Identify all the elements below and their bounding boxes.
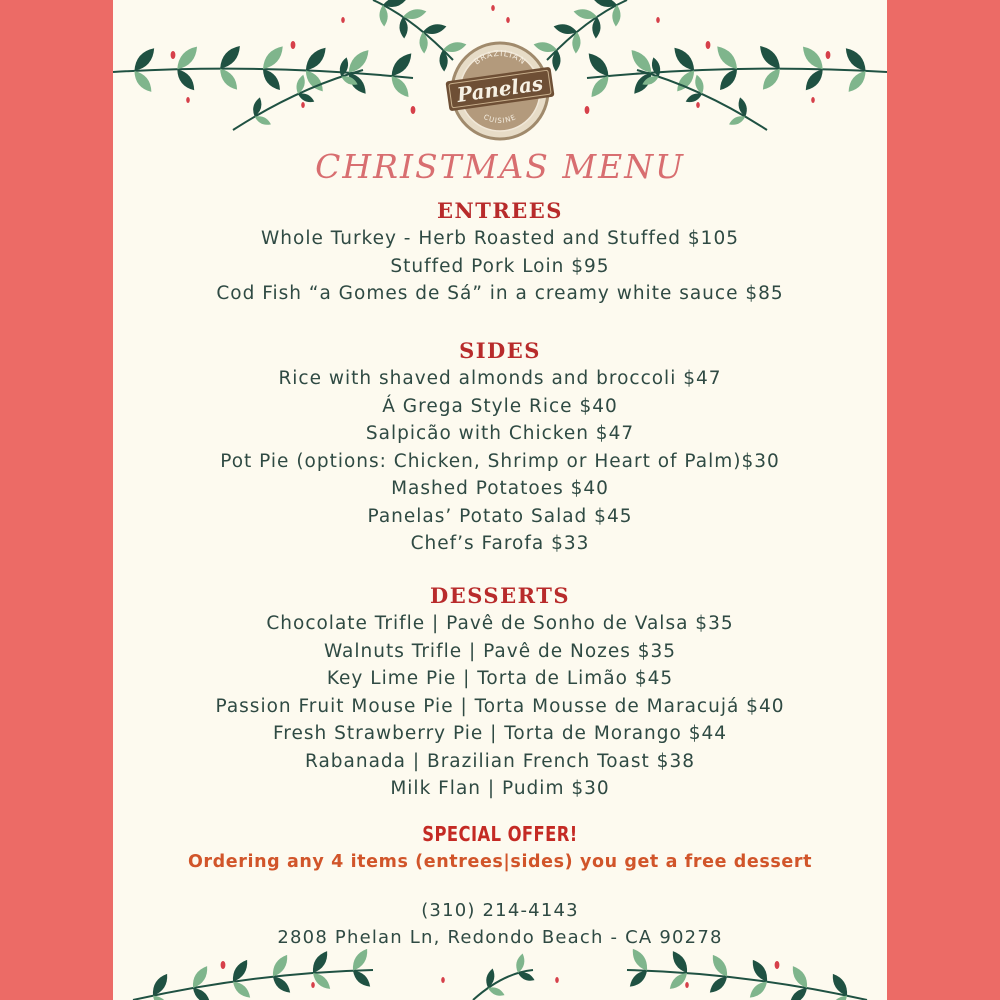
menu-card [113, 0, 887, 1000]
branch-stem [113, 69, 413, 78]
menu-item: Passion Fruit Mouse Pie | Torta Mousse de Maracujá $40 [215, 695, 785, 717]
berry-shape [291, 41, 296, 49]
berry-shape [171, 51, 176, 59]
leaf-shape [484, 968, 496, 989]
berry-shape [706, 41, 711, 49]
berry-shape [301, 102, 305, 108]
berry-shape [506, 17, 510, 23]
menu-item: Chef’s Farofa $33 [410, 533, 590, 554]
section-entrees [113, 198, 887, 308]
section-sides [113, 338, 887, 558]
berry-shape [811, 97, 815, 103]
menu-item: Chocolate Trifle | Pavê de Sonho de Valsa $35 [266, 613, 734, 634]
leaf-shape [270, 973, 293, 995]
leaf-shape [382, 0, 407, 9]
menu-item: Rabanada | Brazilian French Toast $38 [305, 750, 695, 772]
section-heading: DESSERTS [430, 583, 570, 608]
section-heading: SIDES [459, 338, 541, 363]
berry-shape [341, 17, 345, 23]
berry-shape [696, 102, 700, 108]
logo-top-text: BRAZILIAN [472, 48, 528, 67]
menu-item: Whole Turkey - Herb Roasted and Stuffed $105 [260, 228, 739, 249]
panelas-logo [435, 36, 565, 146]
menu-item: Cod Fish “a Gomes de Sá” in a creamy white sauce $85 [216, 283, 784, 304]
menu-item: Salpicão with Chicken $47 [365, 423, 635, 444]
bottom-foliage-decoration [113, 940, 887, 1000]
logo-bottom-text: CUISINE [482, 113, 518, 125]
address: 2808 Phelan Ln, Redondo Beach - CA 90278 [277, 927, 723, 948]
berry-shape [311, 982, 315, 988]
page-title: CHRISTMAS MENU [315, 147, 685, 186]
menu-item: Key Lime Pie | Torta de Limão $45 [326, 668, 674, 689]
berry-shape [186, 97, 190, 103]
berry-shape [411, 106, 416, 114]
berry-shape [775, 961, 780, 969]
branch-stem [627, 970, 867, 1000]
berry-shape [555, 977, 559, 983]
section-desserts [113, 583, 887, 803]
menu-item: Panelas’ Potato Salad $45 [367, 505, 633, 527]
menu-item: Á Grega Style Rice $40 [382, 395, 618, 417]
berry-shape [585, 106, 590, 114]
berry-shape [685, 982, 689, 988]
menu-item: Walnuts Trifle | Pavê de Nozes $35 [323, 640, 677, 662]
menu-item: Mashed Potatoes $40 [391, 478, 609, 499]
logo-name: Panelas [455, 71, 545, 107]
menu-item: Rice with shaved almonds and broccoli $47 [278, 368, 722, 389]
berry-shape [441, 977, 445, 983]
leaf-shape [593, 0, 618, 9]
menu-item: Stuffed Pork Loin $95 [390, 255, 610, 277]
special-offer-text: Ordering any 4 items (entrees|sides) you get a free dessert [187, 852, 813, 872]
berry-shape [656, 17, 660, 23]
leaf-shape [707, 973, 730, 995]
phone-number: (310) 214-4143 [421, 900, 579, 921]
berry-shape [826, 51, 831, 59]
berry-shape [221, 961, 226, 969]
branch-stem [133, 970, 373, 1000]
branch-stem [587, 69, 887, 78]
menu-item: Milk Flan | Pudim $30 [390, 778, 610, 799]
special-offer-title: SPECIAL OFFER! [422, 822, 578, 846]
berry-shape [491, 5, 495, 11]
menu-item: Pot Pie (options: Chicken, Shrimp or Heart of Palm)$30 [220, 450, 780, 472]
menu-item: Fresh Strawberry Pie | Torta de Morango $44 [272, 723, 728, 744]
section-heading: ENTREES [437, 198, 563, 223]
